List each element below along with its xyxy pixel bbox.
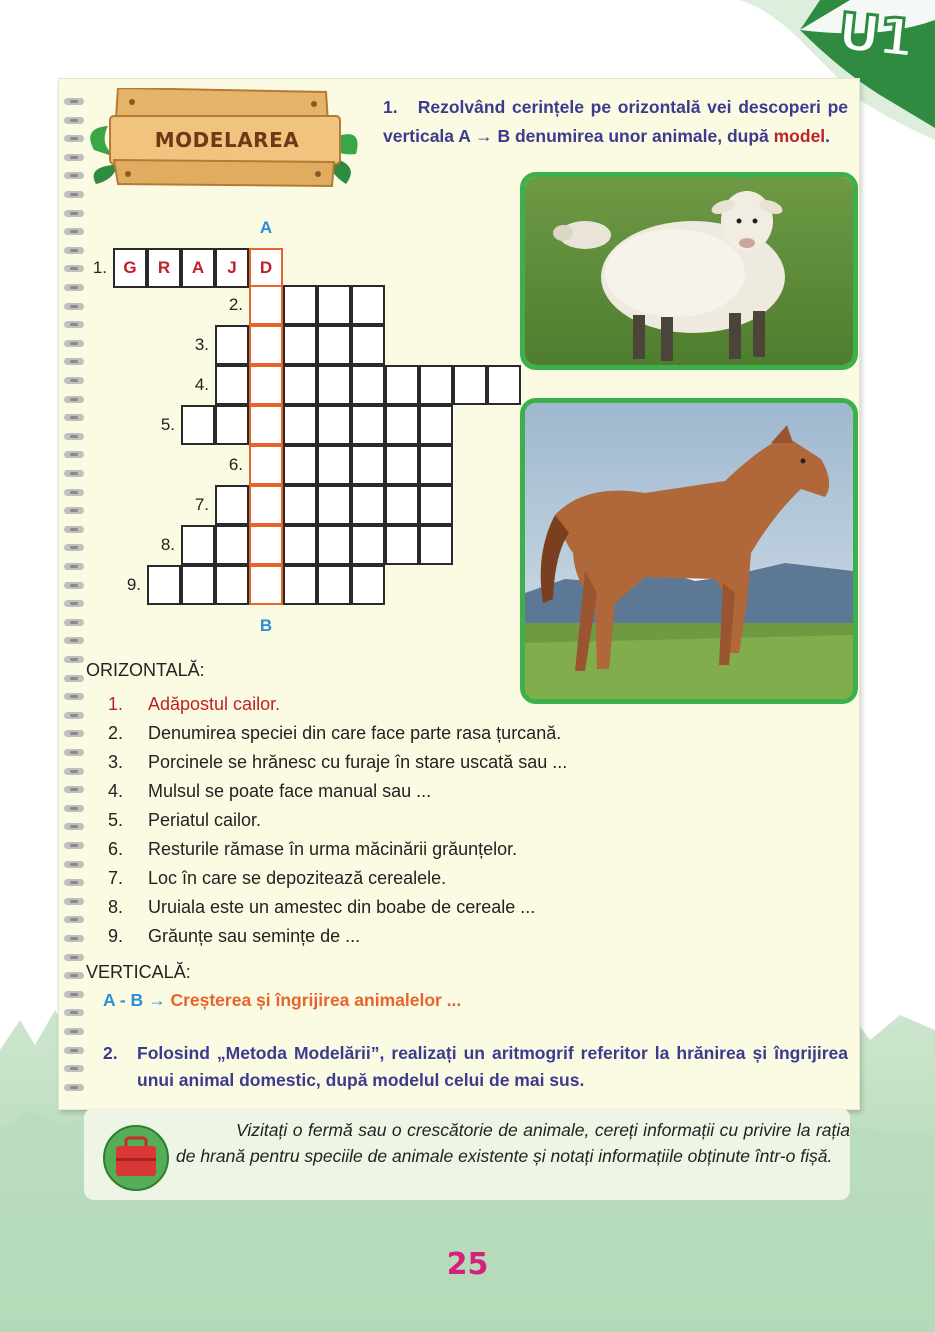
crossword-cell[interactable] bbox=[215, 325, 249, 365]
crossword-key-cell[interactable] bbox=[249, 485, 283, 525]
binding-ring bbox=[64, 507, 84, 514]
crossword-key-cell[interactable] bbox=[249, 405, 283, 445]
clue-text: Resturile rămase în urma măcinării grăunțelor. bbox=[148, 839, 518, 859]
exercise-1-instruction bbox=[383, 93, 848, 151]
crossword-cell[interactable] bbox=[181, 405, 215, 445]
clue-item bbox=[108, 839, 517, 860]
binding-ring bbox=[64, 730, 84, 737]
binding-ring bbox=[64, 954, 84, 961]
crossword-cell[interactable] bbox=[385, 365, 419, 405]
binding-ring bbox=[64, 823, 84, 830]
exercise-1-text-end: . bbox=[825, 126, 831, 146]
crossword-cell[interactable] bbox=[215, 365, 249, 405]
crossword-row-number: 1. bbox=[92, 258, 107, 277]
clue-item bbox=[108, 723, 561, 744]
binding-ring bbox=[64, 898, 84, 905]
crossword-cell[interactable] bbox=[283, 445, 317, 485]
crossword-key-cell[interactable] bbox=[249, 565, 283, 605]
exercise-2-text: Folosind „Metoda Modelării”, realizați un aritmogrif referitor la hrănirea și îngrijirea unui animal domestic, după modelul celui de mai sus. bbox=[137, 1043, 848, 1090]
clue-number: 9. bbox=[108, 926, 124, 946]
crossword-key-cell[interactable] bbox=[249, 325, 283, 365]
binding-ring bbox=[64, 191, 84, 198]
clue-text: Uruiala este un amestec din boabe de cereale ... bbox=[148, 897, 536, 917]
binding-ring bbox=[64, 786, 84, 793]
crossword-cell[interactable] bbox=[317, 565, 351, 605]
crossword-cell[interactable]: G bbox=[113, 248, 147, 288]
crossword-cell[interactable] bbox=[317, 405, 351, 445]
binding-ring bbox=[64, 935, 84, 942]
binding-ring bbox=[64, 526, 84, 533]
clue-text: Mulsul se poate face manual sau ... bbox=[148, 781, 432, 801]
binding-ring bbox=[64, 991, 84, 998]
clue-item bbox=[108, 810, 261, 831]
crossword-cell[interactable] bbox=[385, 445, 419, 485]
exercise-2-number: 2. bbox=[103, 1043, 118, 1063]
crossword-cell[interactable] bbox=[385, 485, 419, 525]
binding-ring bbox=[64, 861, 84, 868]
binding-ring bbox=[64, 396, 84, 403]
crossword-cell[interactable] bbox=[317, 365, 351, 405]
exercise-1-text: Rezolvând cerințele pe orizontală vei descoperi pe verticala A → B denumirea unor animale, după bbox=[383, 97, 848, 146]
crossword-cell[interactable] bbox=[283, 565, 317, 605]
clue-number: 5. bbox=[108, 810, 124, 830]
binding-ring bbox=[64, 675, 84, 682]
binding-ring bbox=[64, 303, 84, 310]
binding-ring bbox=[64, 805, 84, 812]
binding-ring bbox=[64, 619, 84, 626]
clue-number: 2. bbox=[108, 723, 124, 743]
binding-ring bbox=[64, 1047, 84, 1054]
crossword-row-number: 2. bbox=[228, 295, 243, 314]
binding-ring bbox=[64, 600, 84, 607]
crossword-label-a: A bbox=[259, 218, 273, 237]
crossword-row-number: 4. bbox=[194, 375, 209, 394]
clue-item bbox=[108, 868, 446, 889]
binding-ring bbox=[64, 879, 84, 886]
clue-item bbox=[108, 897, 535, 918]
crossword-cell[interactable] bbox=[419, 365, 453, 405]
binding-ring bbox=[64, 414, 84, 421]
clue-item bbox=[108, 752, 567, 773]
crossword-cell[interactable] bbox=[351, 485, 385, 525]
binding-ring bbox=[64, 563, 84, 570]
crossword-key-cell[interactable] bbox=[249, 445, 283, 485]
exercise-1-highlight: model bbox=[773, 126, 826, 146]
binding-ring bbox=[64, 433, 84, 440]
clue-number: 1. bbox=[108, 694, 124, 714]
crossword-cell[interactable] bbox=[283, 405, 317, 445]
crossword-cell[interactable] bbox=[215, 525, 249, 565]
sheep-illustration bbox=[525, 177, 853, 365]
binding-ring bbox=[64, 98, 84, 105]
crossword-key-cell[interactable] bbox=[249, 365, 283, 405]
clue-item bbox=[108, 926, 360, 947]
exercise-1-number: 1. bbox=[383, 97, 398, 117]
crossword-cell[interactable] bbox=[181, 525, 215, 565]
crossword-cell[interactable] bbox=[351, 445, 385, 485]
crossword-cell[interactable] bbox=[453, 365, 487, 405]
binding-ring bbox=[64, 656, 84, 663]
clue-text: Adăpostul cailor. bbox=[148, 694, 281, 714]
crossword-row-number: 3. bbox=[194, 335, 209, 354]
unit-badge: U1 bbox=[835, 2, 916, 70]
clue-number: 8. bbox=[108, 897, 124, 917]
clue-text: Loc în care se depozitează cerealele. bbox=[148, 868, 447, 888]
binding-ring bbox=[64, 637, 84, 644]
crossword-cell[interactable] bbox=[283, 485, 317, 525]
horse-illustration bbox=[525, 403, 853, 699]
binding-ring bbox=[64, 172, 84, 179]
binding-ring bbox=[64, 1084, 84, 1091]
binding-ring bbox=[64, 284, 84, 291]
page-number: 25 bbox=[446, 1247, 489, 1282]
binding-ring bbox=[64, 693, 84, 700]
briefcase-icon bbox=[102, 1124, 170, 1192]
orizontala-heading: ORIZONTALĂ: bbox=[86, 660, 205, 680]
clue-item bbox=[108, 781, 431, 802]
crossword-cell[interactable] bbox=[351, 405, 385, 445]
binding-ring bbox=[64, 451, 84, 458]
crossword-cell[interactable] bbox=[317, 285, 351, 325]
crossword-cell[interactable] bbox=[351, 285, 385, 325]
clue-item bbox=[108, 694, 280, 715]
crossword-cell[interactable] bbox=[181, 565, 215, 605]
crossword-key-cell[interactable]: D bbox=[249, 248, 283, 288]
crossword-cell[interactable] bbox=[385, 405, 419, 445]
binding-ring bbox=[64, 489, 84, 496]
crossword-cell[interactable] bbox=[283, 365, 317, 405]
crossword-cell[interactable]: J bbox=[215, 248, 249, 288]
verticala-clue bbox=[103, 990, 461, 1011]
crossword-cell[interactable]: R bbox=[147, 248, 181, 288]
verticala-heading: VERTICALĂ: bbox=[86, 962, 191, 982]
binding-ring bbox=[64, 1009, 84, 1016]
binding-ring bbox=[64, 1065, 84, 1072]
exercise-2-instruction bbox=[103, 1040, 848, 1094]
crossword-cell[interactable] bbox=[385, 525, 419, 565]
binding-ring bbox=[64, 117, 84, 124]
tip-text: Vizitați o fermă sau o crescătorie de animale, cereți informații cu privire la rația de hrană pentru speciile de animale existente și notați informațiile obținute într-o fișă. bbox=[176, 1120, 850, 1166]
binding-ring bbox=[64, 210, 84, 217]
crossword-cell[interactable] bbox=[419, 405, 453, 445]
crossword-cell[interactable] bbox=[351, 325, 385, 365]
verticala-label: A - B bbox=[103, 990, 144, 1010]
crossword-row-number: 8. bbox=[160, 535, 175, 554]
crossword-key-cell[interactable] bbox=[249, 525, 283, 565]
binding-ring bbox=[64, 842, 84, 849]
crossword-cell[interactable] bbox=[419, 485, 453, 525]
section-label: MODELAREA bbox=[154, 128, 300, 152]
clue-number: 3. bbox=[108, 752, 124, 772]
crossword-row-number: 9. bbox=[126, 575, 141, 594]
crossword-cell[interactable] bbox=[147, 565, 181, 605]
crossword-cell[interactable] bbox=[317, 325, 351, 365]
crossword-row-number: 5. bbox=[160, 415, 175, 434]
crossword-cell[interactable] bbox=[419, 445, 453, 485]
crossword-cell[interactable] bbox=[419, 525, 453, 565]
binding-ring bbox=[64, 582, 84, 589]
binding-ring bbox=[64, 712, 84, 719]
crossword-cell[interactable] bbox=[283, 525, 317, 565]
binding-ring bbox=[64, 470, 84, 477]
crossword-cell[interactable] bbox=[283, 325, 317, 365]
binding-ring bbox=[64, 154, 84, 161]
binding-ring bbox=[64, 247, 84, 254]
crossword-cell[interactable] bbox=[351, 365, 385, 405]
crossword-cell[interactable]: A bbox=[181, 248, 215, 288]
binding-ring bbox=[64, 358, 84, 365]
binding-ring bbox=[64, 972, 84, 979]
arrow-right-icon: → bbox=[148, 990, 166, 1010]
binding-ring bbox=[64, 916, 84, 923]
sheep-photo bbox=[520, 172, 858, 370]
crossword-cell[interactable] bbox=[215, 565, 249, 605]
crossword-cell[interactable] bbox=[317, 525, 351, 565]
binding-ring bbox=[64, 544, 84, 551]
binding-ring bbox=[64, 135, 84, 142]
binding-ring bbox=[64, 321, 84, 328]
crossword-cell[interactable] bbox=[351, 525, 385, 565]
crossword-cell[interactable] bbox=[283, 285, 317, 325]
horse-photo bbox=[520, 398, 858, 704]
crossword-row-number: 7. bbox=[194, 495, 209, 514]
crossword-key-cell[interactable] bbox=[249, 285, 283, 325]
crossword-cell[interactable] bbox=[215, 485, 249, 525]
crossword-label-b: B bbox=[259, 616, 273, 635]
binding-ring bbox=[64, 228, 84, 235]
binding-ring bbox=[64, 377, 84, 384]
clue-text: Grăunțe sau semințe de ... bbox=[148, 926, 361, 946]
verticala-text: Creșterea și îngrijirea animalelor ... bbox=[170, 990, 462, 1010]
crossword-cell[interactable] bbox=[351, 565, 385, 605]
crossword-cell[interactable] bbox=[215, 405, 249, 445]
clue-number: 7. bbox=[108, 868, 124, 888]
crossword-cell[interactable] bbox=[317, 445, 351, 485]
binding-ring bbox=[64, 340, 84, 347]
crossword-cell[interactable] bbox=[317, 485, 351, 525]
clue-number: 6. bbox=[108, 839, 124, 859]
clue-text: Denumirea speciei din care face parte rasa țurcană. bbox=[148, 723, 562, 743]
clue-text: Periatul cailor. bbox=[148, 810, 262, 830]
clue-text: Porcinele se hrănesc cu furaje în stare uscată sau ... bbox=[148, 752, 568, 772]
binding-ring bbox=[64, 768, 84, 775]
crossword-row-number: 6. bbox=[228, 455, 243, 474]
binding-ring bbox=[64, 749, 84, 756]
binding-ring bbox=[64, 1028, 84, 1035]
crossword-cell[interactable] bbox=[487, 365, 521, 405]
clue-number: 4. bbox=[108, 781, 124, 801]
